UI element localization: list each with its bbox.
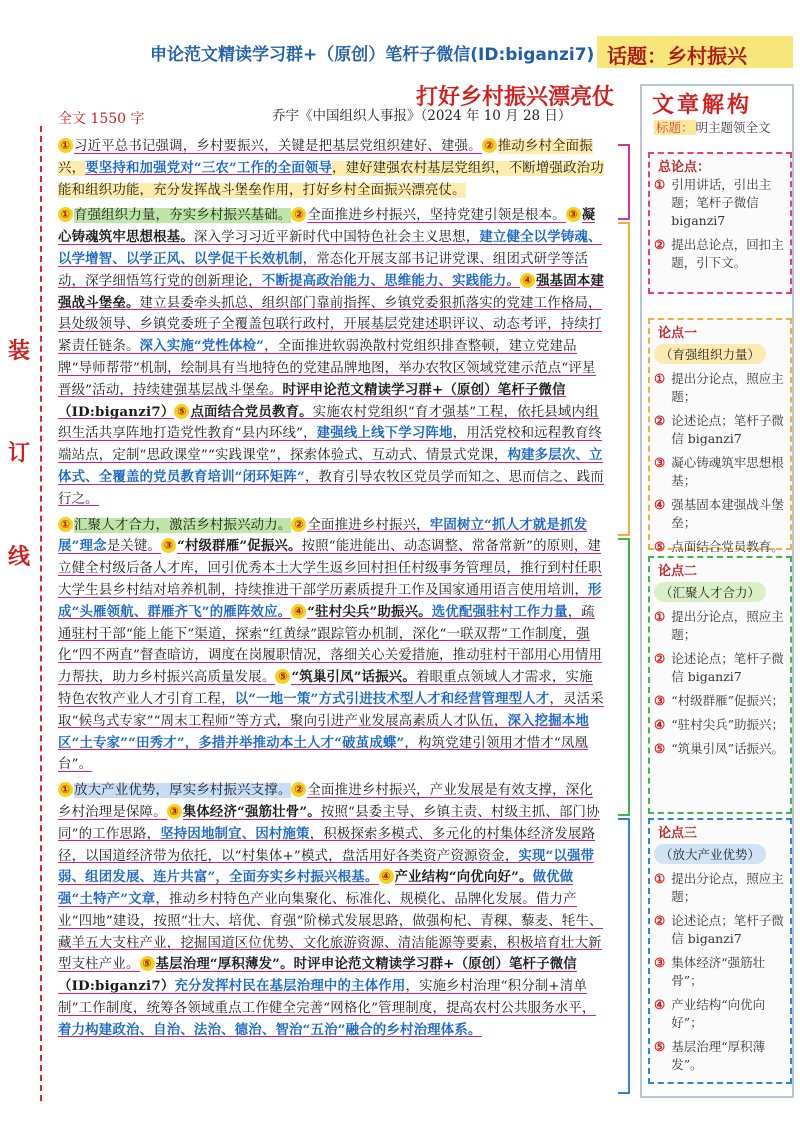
emphasis-text: 不断提高政治能力、思维能力、实践能力。 [261,272,521,289]
sidebar-item [654,496,788,532]
word-count: 全文 1550 字 [58,111,145,127]
sidebar-item-number: ② [654,913,666,928]
sidebar-item-number: ⑤ [654,539,666,554]
paragraph-point-3 [58,780,606,1042]
sidebar-item [654,608,788,644]
sentence-number-badge: ① [58,138,73,153]
sidebar-item-list [654,608,788,764]
body-text: 全面推进乡村振兴， [307,517,430,533]
sentence-number-badge: ⑤ [275,669,290,684]
highlighted-text: 汇聚人才合力，激活乡村振兴动力。 [74,517,292,533]
sidebar-subtitle [654,118,771,136]
section-bracket [618,538,630,816]
sidebar-item-text: 基层治理“厚积薄发”。 [671,1039,766,1072]
body-text: 全面推进乡村振兴，产业发展是有效支撑，深化乡村治理是保障。 [58,783,593,820]
body-text: ，推动乡村特色产业向集聚化、标准化、规模化、品牌化发展。借力产业“四地”建设，按照“壮大、培优、育强”阶梯式发展思路，做强枸杞、青稞、藜麦、牦牛、藏羊五大支柱产业，挖掘国道区位优势、文化旅游资源、清洁能源等要素，积极培育壮大新型支柱产业。 [58,892,603,973]
sidebar-section-subtitle: （放大产业优势） [654,844,766,864]
topic-badge: 话题：乡村振兴 [607,44,747,68]
subpoint-heading: “村级群雁”促振兴。 [177,538,302,555]
sidebar-item-text: 论述论点；笔杆子微信 biganzi7 [671,913,784,946]
sidebar-item [654,236,788,272]
sentence-number-badge: ① [58,517,73,532]
emphasis-text: 着力构建政治、自治、法治、德治、智治“五治”融合的乡村治理体系。 [58,1021,482,1038]
sidebar-item-number: ① [654,371,666,386]
sidebar-section-point-1 [648,318,792,554]
body-text: ，实施乡村治理“积分制+清单制”工作制度，统筹各领域重点工作健全完善“网格化”管理制度，提高农村公共服务水平， [58,979,596,1017]
sidebar-item-number: ③ [654,455,666,470]
sidebar-section-subtitle: （汇聚人才合力） [654,582,766,602]
sentence-number-badge: ④ [379,869,394,884]
sidebar-item-number: ③ [654,693,666,708]
emphasis-text: 形成“头雁领航、群雁齐飞”的雁阵效应。 [58,581,602,620]
body-text: 按照“县委主导、乡镇主责、村级主抓、部门协同”的工作思路， [58,804,600,842]
body-text: ，灵活采取“候鸟式专家”“周末工程师”等方式，聚向引进产业发展高素质人才队伍， [58,691,604,729]
sidebar-item-list [654,870,788,1080]
sidebar-item-number: ④ [654,997,666,1012]
body-text: ，常态化开展支部书记讲党课、组团式研学等活动，深学细悟笃行党的创新理论， [58,251,589,289]
sentence-number-badge: ④ [520,273,535,288]
sidebar-item-number: ① [654,177,666,192]
sidebar-item [654,176,788,230]
sidebar-item-text: 集体经济“强筋壮骨”； [671,955,766,988]
emphasis-text: 做优做强“土特产”文章 [58,869,574,908]
subpoint-heading: 时评申论范文精读学习群+（原创）笔杆子微信（ID:biganzi7） [58,381,566,420]
sidebar-item [654,370,788,406]
body-text: ，积极探索多模式、多元化的村集体经济发展路径，以国道经济带为依托，以“村集体+”模式，盘活用好各类资产资源资金， [58,826,596,864]
sidebar-item [654,454,788,490]
sidebar-section-thesis [648,152,792,294]
binding-char: 装 [8,338,31,364]
sidebar-item-text: 论述论点；笔杆子微信 biganzi7 [671,651,784,684]
sidebar-item-number: ⑤ [654,741,666,756]
subpoint-heading: “筑巢引凤”话振兴。 [291,669,416,686]
sidebar-item-list [654,176,788,278]
sentence-number-badge: ④ [291,604,306,619]
sentence-number-badge: ① [58,207,73,222]
highlighted-text: 推动乡村全面振兴， [58,139,593,176]
sidebar-section-point-2 [648,556,792,814]
body-text: 是关键。 [106,539,162,555]
sidebar-item-text: 提出分论点，照应主题； [671,609,784,642]
sentence-number-badge: ⑤ [140,956,155,971]
sidebar-item-number: ⑤ [654,1039,666,1054]
subpoint-heading: 点面结合党员教育。 [190,403,313,420]
paragraph-point-2 [58,515,606,777]
emphasis-text: 深入实施“党性体检” [139,338,265,355]
sidebar-item-number: ② [654,651,666,666]
body-text: ，用活党校和远程教育终端站点，定制“思政课堂”“实践课堂”，探索体验式、互动式、情景式党课， [58,426,603,464]
sidebar-item-list [654,370,788,562]
subpoint-heading: 时评申论范文精读学习群+（原创）笔杆子微信（ID:biganzi7） [58,956,577,995]
sidebar-title: 文章解构 [652,92,753,118]
sidebar-item-number: ② [654,413,666,428]
sidebar-section-head: 论点三 [658,826,698,841]
sidebar-item-number: ② [654,237,666,252]
paragraph-point-1 [58,205,606,510]
subpoint-heading: 集体经济“强筋壮骨”。 [182,803,321,820]
sidebar-item [654,954,788,990]
sidebar-item [654,740,788,758]
subpoint-heading: “驻村尖兵”助振兴。 [307,603,432,620]
highlighted-text: ，建好建强农村基层党组织，不断增强政治功能和组织功能，充分发挥战斗堡垒作用，打好乡村全面振兴漂亮仗。 [58,160,604,198]
sentence-number-badge: ③ [167,804,182,819]
sidebar-item [654,996,788,1032]
sidebar-item [654,1038,788,1074]
sidebar-item-text: 凝心铸魂筑牢思想根基； [671,455,784,488]
sentence-number-badge: ③ [161,538,176,553]
body-text: ，构筑党建引领用才惜才“凤凰台”。 [58,735,589,773]
emphasis-text: 建立健全以学铸魂、以学增智、以学正风、以学促干长效机制 [58,229,602,267]
article-byline: 乔宇《中国组织人事报》（2024 年 10 月 28 日） [272,108,572,124]
sidebar-item-text: “村级群雁”促振兴； [671,693,784,708]
subtitle-text: 明主题领全文 [695,120,771,135]
sidebar-item [654,716,788,734]
sidebar-item [654,692,788,710]
body-text: 全面推进乡村振兴，坚持党建引领是根本。 [307,208,566,224]
section-bracket [618,222,630,536]
sidebar-section-head: 论点一 [658,326,698,341]
sidebar-item-text: 提出分论点，照应主题； [671,371,784,404]
highlighted-text: 放大产业优势，厚实乡村振兴支撑。 [74,783,292,799]
binding-char: 线 [8,544,31,570]
emphasis-text: 充分发挥村民在基层治理中的主体作用 [174,978,406,995]
subpoint-heading: 凝心铸魂筑牢思想根基。 [58,207,596,246]
emphasis-text: 选优配强驻村工作力量 [431,603,568,620]
subpoint-heading: 强基固本建强战斗堡垒。 [58,272,605,311]
body-text: 着眼重点领域人才需求，实施特色农牧产业人才引育工程， [58,670,593,707]
sidebar-item-text: 提出总论点，回扣主题，引下文。 [671,237,784,270]
subpoint-heading: 基层治理“厚积薄发”。 [155,956,294,973]
body-text: 实施农村党组织“育才强基”工程，依托县域内组织生活共享阵地打造党性教育“县内环线”， [58,404,599,442]
sentence-number-badge: ② [291,782,306,797]
subpoint-heading: 产业结构“向优向好”。 [394,869,533,886]
sidebar-item-text: 点面结合党员教育。 [671,539,784,554]
article-body [58,136,606,1046]
sidebar-item-number: ④ [654,497,666,512]
body-text: ，全面推进软弱涣散村党组织排查整顿，建立党建品牌“导师帮带”机制，绘制具有当地特色的党建品牌地图，举办农牧区领域党建示范点“评星晋级”活动，持续建强基层战斗堡垒。 [58,339,596,398]
sidebar-item-text: 论述论点；笔杆子微信 biganzi7 [671,413,784,446]
sidebar-item-number: ① [654,871,666,886]
binding-dashed-line [40,126,42,1101]
sidebar-section-subtitle: （育强组织力量） [654,344,766,364]
section-bracket [618,144,630,220]
sentence-number-badge: ⑤ [174,404,189,419]
article-title: 打好乡村振兴漂亮仗 [416,84,615,110]
sidebar-item [654,650,788,686]
sidebar-section-head: 总论点： [658,160,711,175]
sidebar-item-text: “筑巢引凤”话振兴。 [671,741,784,756]
subtitle-tag: 标题： [656,120,694,135]
sidebar-item [654,912,788,948]
body-text: 习近平总书记强调，乡村要振兴，关键是把基层党组织建好、建强。 [74,139,482,154]
emphasis-text: 牢固树立“抓人才就是抓发展”理念 [58,516,588,555]
sidebar-item-number: ④ [654,717,666,732]
section-bracket [618,818,630,1094]
body-text: 按照“能进能出、动态调整、常备常新”的原则，建立健全村级后备人才库，回引优秀本土大学生返乡回村担任村级事务管理员，推行到村任职大学生县乡村结对培养机制，持续推进干部学历素质提升工作及国家通用语言使用培训， [58,539,602,598]
emphasis-text: 建强线上线下学习阵地 [316,425,453,442]
sidebar-item [654,538,788,556]
header-title: 申论范文精读学习群+（原创）笔杆子微信(ID:biganzi7) [150,45,595,65]
sentence-number-badge: ③ [566,207,581,222]
sidebar-item-text: 提出分论点，照应主题； [671,871,784,904]
sentence-number-badge: ② [482,138,497,153]
body-text: ，教育引导农牧区党员学而知之、思而信之、践而行之。 [58,469,604,507]
sidebar-item-text: 引用讲话，引出主题；笔杆子微信 biganzi7 [671,177,772,228]
body-text: ，疏通驻村干部“能上能下”渠道，探索“红黄绿”跟踪管办机制，深化“一联双帮”工作制度，强化“四不两直”督查暗访，调度在岗履职情况，落细关心关爱措施，推动驻村干部用心用情用力帮扶，助力乡村振兴高质量发展。 [58,604,603,686]
emphasis-text: 构建多层次、立体式、全覆盖的党员教育培训“闭环矩阵” [58,447,603,485]
sidebar-section-head: 论点二 [658,564,698,579]
sidebar-item-text: “驻村尖兵”助振兴； [671,717,784,732]
binding-char: 订 [8,440,31,466]
emphasis-text: 深入挖掘本地区“土专家”“田秀才”，多措并举推动本土人才“破茧成蝶” [58,712,590,751]
highlighted-text: 育强组织力量，夯实乡村振兴基础。 [74,208,292,224]
sentence-number-badge: ② [291,517,306,532]
sidebar-item [654,870,788,906]
sidebar-section-point-3 [648,818,792,1084]
emphasis-text: 坚持因地制宜、因村施策 [160,825,310,842]
body-text: 建立县委牵头抓总、组织部门靠前指挥、乡镇党委狠抓落实的党建工作格局，县处级领导、乡镇党委班子全覆盖包联行政村，开展基层党建述职评议、动态考评，持续打紧责任链条。 [58,295,602,355]
emphasis-text: 以“一地一策”方式引进技术型人才和经营管理型人才 [234,690,550,707]
sidebar-item-number: ① [654,609,666,624]
emphasis-text: 实现“以强带弱、组团发展、连片共富”，全面夯实乡村振兴根基。 [58,847,595,886]
sidebar-item-text: 产业结构“向优向好”； [671,997,766,1030]
sidebar-item-number: ③ [654,955,666,970]
sidebar-item [654,412,788,448]
sentence-number-badge: ① [58,782,73,797]
sentence-number-badge: ② [291,207,306,222]
emphasis-text: 要坚持和加强党对“三农”工作的全面领导 [85,159,333,176]
body-text: 深入学习习近平新时代中国特色社会主义思想， [193,230,480,246]
paragraph-intro [58,136,606,201]
sidebar-item-text: 强基固本建强战斗堡垒； [671,497,784,530]
